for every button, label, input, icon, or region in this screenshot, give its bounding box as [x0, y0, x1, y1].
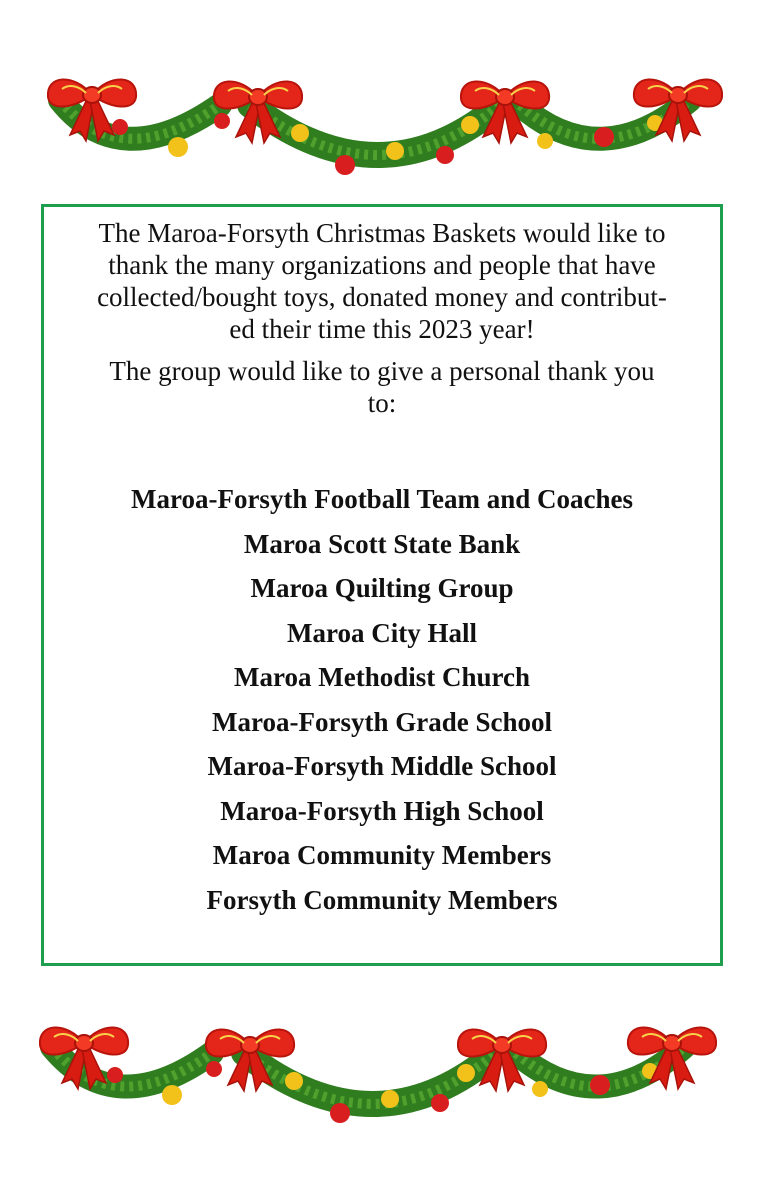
intro-paragraph [52, 217, 712, 345]
subintro-paragraph [52, 355, 712, 419]
intro-line: thank the many organizations and people that have [108, 250, 656, 280]
thanks-item: Maroa City Hall [287, 617, 477, 648]
christmas-garland-bottom-icon [0, 1015, 776, 1145]
thanks-item: Maroa Community Members [212, 840, 552, 870]
intro-line: The Maroa-Forsyth Christmas Baskets would like to [98, 218, 666, 248]
thanks-item: Maroa Quilting Group [250, 573, 514, 603]
christmas-garland-top-icon [0, 65, 776, 195]
thanks-item: Maroa-Forsyth Football Team and Coaches [130, 484, 633, 514]
thanks-item: Maroa-Forsyth Grade School [212, 706, 552, 737]
subintro-line: The group would like to give a personal thank you [109, 356, 655, 386]
thanks-item: Maroa-Forsyth High School [220, 795, 544, 826]
intro-line: collected/bought toys, donated money and contribut- [97, 282, 667, 312]
thanks-item: Forsyth Community Members [206, 884, 558, 915]
thanks-item: Maroa-Forsyth Middle School [207, 751, 557, 781]
intro-line: ed their time this 2023 year! [229, 314, 535, 344]
thanks-item: Maroa Methodist Church [234, 662, 530, 692]
thanks-list [44, 477, 720, 922]
thank-you-card [41, 204, 723, 966]
subintro-line: to: [367, 388, 397, 418]
thanks-item: Maroa Scott State Bank [243, 528, 521, 559]
